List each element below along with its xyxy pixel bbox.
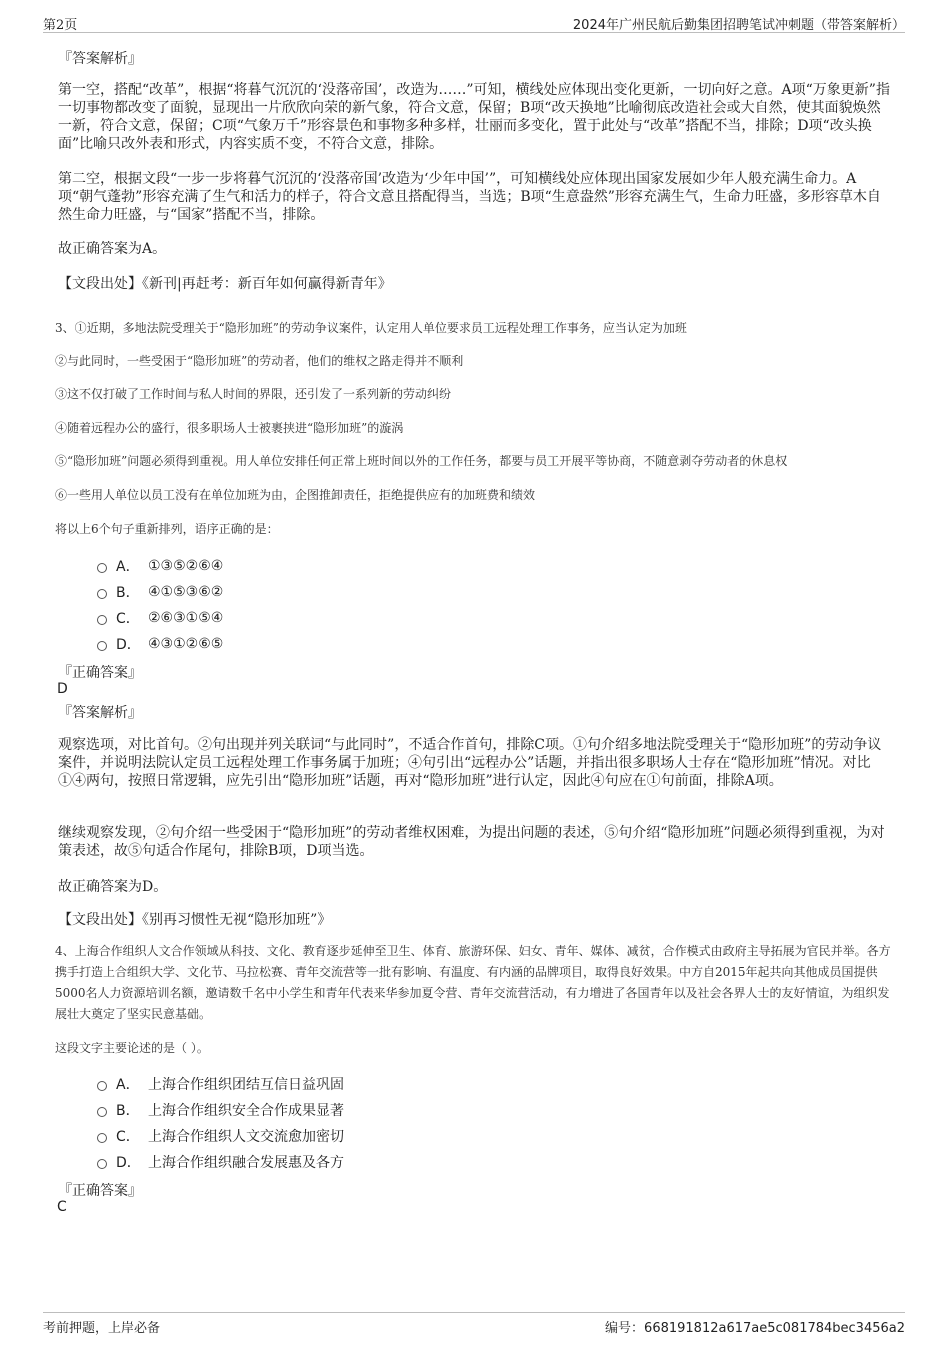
question-stem: ⑥一些用人单位以员工没有在单位加班为由，企图推卸责任，拒绝提供应有的加班费和绩效 xyxy=(55,488,536,502)
radio-icon[interactable] xyxy=(97,1081,107,1091)
analysis-paragraph: 第二空，根据文段“一步一步将暮气沉沉的‘没落帝国’改造为‘少年中国’”，可知横线处应体现出国家发展如少年人般充满生命力。A项“朝气蓬勃”形容充满了生气和活力的样子，符合文意且搭配得当，当选；B项“生意盎然”形容充满生气，生命力旺盛，多形容草木自然生命力旺盛，与“国家”搭配不当，排除。 xyxy=(58,171,881,223)
option-letter: C． xyxy=(116,1129,140,1145)
source-citation: 【文段出处】《别再习惯性无视“隐形加班”》 xyxy=(58,912,332,928)
analysis-tag: 『答案解析』 xyxy=(58,51,142,67)
option-text: 上海合作组织融合发展惠及各方 xyxy=(148,1155,344,1171)
option-letter: D． xyxy=(116,1155,141,1171)
question-stem: ②与此同时，一些受困于“隐形加班”的劳动者，他们的维权之路走得并不顺利 xyxy=(55,354,464,368)
option-letter: A． xyxy=(116,559,140,575)
option-a[interactable] xyxy=(97,556,223,576)
option-text: 上海合作组织团结互信日益巩固 xyxy=(148,1077,344,1093)
document-title: 2024年广州民航后勤集团招聘笔试冲刺题（带答案解析） xyxy=(572,18,905,33)
answer-tag: 『正确答案』 xyxy=(58,1183,142,1199)
question-stem: 3、①近期，多地法院受理关于“隐形加班”的劳动争议案件，认定用人单位要求员工远程处理工作事务，应当认定为加班 xyxy=(55,321,687,335)
document-code xyxy=(605,1317,905,1336)
code-label: 编号： xyxy=(605,1321,645,1336)
radio-icon[interactable] xyxy=(97,589,107,599)
code-value: 668191812a617ae5c081784bec3456a2 xyxy=(644,1321,905,1336)
radio-icon[interactable] xyxy=(97,1159,107,1169)
question-stem: 4、上海合作组织人文合作领域从科技、文化、教育逐步延伸至卫生、体育、旅游环保、妇女、青年、媒体、减贫，合作模式由政府主导拓展为官民并举。各方携手打造上合组织大学、文化节、马拉松赛、青年交流营等一批有影响、有温度、有内涵的品牌项目，取得良好效果。中方自2015年起共向其他成员国提供5000名人力资源培训名额，邀请数千名中小学生和青年代表来华参加夏令营、青年交流营活动，有力增进了各国青年以及社会各界人士的友好情谊，为组织发展壮大奠定了坚实民意基础。 xyxy=(55,944,891,1021)
analysis-paragraph: 第一空，搭配“改革”，根据“将暮气沉沉的‘没落帝国’，改造为……”可知，横线处应体现出变化更新，一切向好之意。A项“万象更新”指一切事物都改变了面貌，显现出一片欣欣向荣的新气象，符合文意，保留；B项“改天换地”比喻彻底改造社会或大自然，使其面貌焕然一新，符合文意，保留；C项“气象万千”形容景色和事物多种多样，壮丽而多变化，置于此处与“改革”搭配不当，排除；D项“改头换面”比喻只改外表和形式，内容实质不变，不符合文意，排除。 xyxy=(58,82,890,152)
option-c[interactable] xyxy=(97,1126,344,1146)
option-text: 上海合作组织安全合作成果显著 xyxy=(148,1103,344,1119)
radio-icon[interactable] xyxy=(97,1133,107,1143)
option-a[interactable] xyxy=(97,1074,344,1094)
option-text: ④③①②⑥⑤ xyxy=(148,636,224,652)
option-text: ①③⑤②⑥④ xyxy=(148,558,224,574)
radio-icon[interactable] xyxy=(97,1107,107,1117)
option-c[interactable] xyxy=(97,608,223,628)
option-text: ②⑥③①⑤④ xyxy=(148,610,224,626)
option-text: 上海合作组织人文交流愈加密切 xyxy=(148,1129,344,1145)
analysis-paragraph: 观察选项，对比首句。②句出现并列关联词“与此同时”，不适合作首句，排除C项。①句介绍多地法院受理关于“隐形加班”的劳动争议案件，并说明法院认定员工远程处理工作事务属于加班；④句引出“远程办公”话题，并指出很多职场人士存在“隐形加班”情况。对比①④两句，按照日常逻辑，应先引出“隐形加班”话题，再对“隐形加班”进行认定，因此④句应在①句前面，排除A项。 xyxy=(58,737,882,789)
radio-icon[interactable] xyxy=(97,563,107,573)
option-b[interactable] xyxy=(97,582,223,602)
question-stem: ⑤“隐形加班”问题必须得到重视。用人单位安排任何正常上班时间以外的工作任务，都要与员工开展平等协商，不随意剥夺劳动者的休息权 xyxy=(55,454,788,468)
option-letter: A． xyxy=(116,1077,140,1093)
option-letter: B． xyxy=(116,1103,140,1119)
correct-answer: D xyxy=(57,681,68,697)
page-header xyxy=(43,12,905,33)
conclusion: 故正确答案为D。 xyxy=(58,879,168,895)
page-number: 第2页 xyxy=(43,18,78,33)
option-d[interactable] xyxy=(97,1152,344,1172)
question-stem: ③这不仅打破了工作时间与私人时间的界限，还引发了一系列新的劳动纠纷 xyxy=(55,387,452,401)
correct-answer: C xyxy=(57,1199,67,1215)
analysis-tag: 『答案解析』 xyxy=(58,705,142,721)
question-prompt: 这段文字主要论述的是（ ）。 xyxy=(55,1041,209,1055)
question-stem: ④随着远程办公的盛行，很多职场人士被裹挟进“隐形加班”的漩涡 xyxy=(55,421,404,435)
option-letter: C． xyxy=(116,611,140,627)
conclusion: 故正确答案为A。 xyxy=(58,241,167,257)
option-d[interactable] xyxy=(97,634,223,654)
answer-tag: 『正确答案』 xyxy=(58,665,142,681)
analysis-paragraph: 继续观察发现，②句介绍一些受困于“隐形加班”的劳动者维权困难，为提出问题的表述，⑤句介绍“隐形加班”问题必须得到重视，为对策表述，故⑤句适合作尾句，排除B项，D项当选。 xyxy=(58,825,885,859)
option-text: ④①⑤③⑥② xyxy=(148,584,224,600)
radio-icon[interactable] xyxy=(97,641,107,651)
option-b[interactable] xyxy=(97,1100,344,1120)
option-letter: B． xyxy=(116,585,140,601)
question-prompt: 将以上6个句子重新排列，语序正确的是： xyxy=(55,522,279,536)
source-citation: 【文段出处】《新刊|再赶考：新百年如何赢得新青年》 xyxy=(58,276,392,292)
footer-slogan: 考前押题，上岸必备 xyxy=(43,1321,161,1336)
page-footer xyxy=(43,1312,905,1337)
option-letter: D． xyxy=(116,637,141,653)
radio-icon[interactable] xyxy=(97,615,107,625)
